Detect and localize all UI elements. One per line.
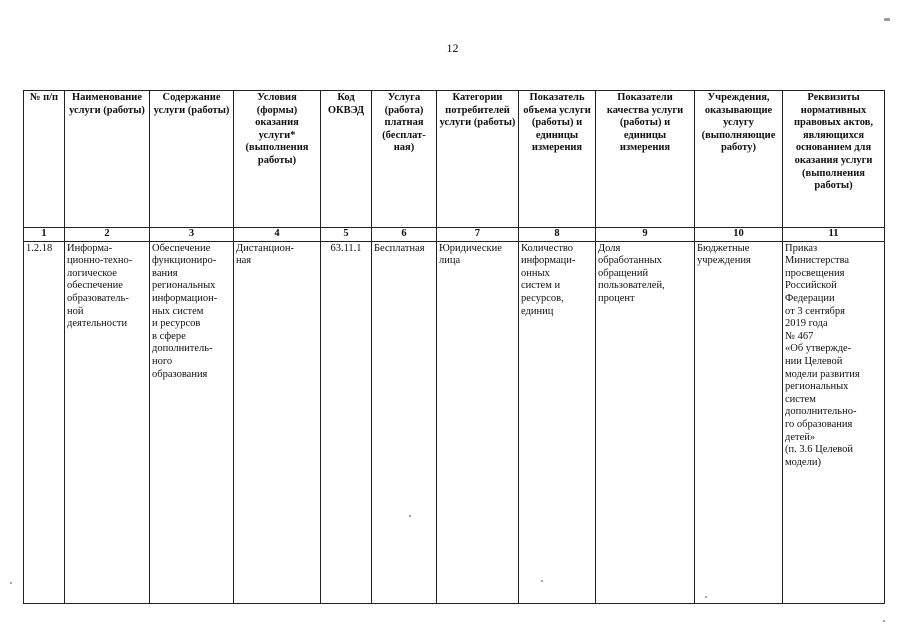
cell-quality-indicators: Доля обработанных обращений пользователей, процент (596, 241, 695, 603)
header-paid: Услуга (работа) платная (бесплат-ная) (372, 91, 437, 228)
services-table (23, 90, 885, 604)
header-quality-indicators: Показатели качества услуги (работы) и единицы измерения (596, 91, 695, 228)
column-index: 4 (234, 228, 321, 242)
cell-service-content: Обеспечение функциониро- вания региональных информацион- ных систем и ресурсов в сфере дополнитель- ного образования (150, 241, 234, 603)
header-service-name: Наименование услуги (работы) (65, 91, 150, 228)
cell-institutions: Бюджетные учреждения (695, 241, 783, 603)
header-service-content: Содержание услуги (работы) (150, 91, 234, 228)
cell-conditions: Дистанцион- ная (234, 241, 321, 603)
column-index: 3 (150, 228, 234, 242)
cell-service-name: Информа- ционно-техно- логическое обеспечение образователь- ной деятельности (65, 241, 150, 603)
header-okved: Код ОКВЭД (321, 91, 372, 228)
cell-legal-basis: Приказ Министерства просвещения Российской Федерации от 3 сентября 2019 года № 467 «Об утвержде- нии Целевой модели развития региональных систем дополнительно- го образования детей» (п. 3.6 Целевой модели) (783, 241, 885, 603)
table-row (24, 241, 885, 603)
cell-consumers: Юридические лица (437, 241, 519, 603)
header-row (24, 91, 885, 228)
cell-okved: 63.11.1 (321, 241, 372, 603)
header-consumers: Категории потребителей услуги (работы) (437, 91, 519, 228)
scan-speck (705, 596, 707, 598)
column-index: 6 (372, 228, 437, 242)
header-conditions: Условия (формы) оказания услуги* (выполнения работы) (234, 91, 321, 228)
column-index: 2 (65, 228, 150, 242)
cell-volume-indicator: Количество информаци- онных систем и ресурсов, единиц (519, 241, 596, 603)
column-index: 11 (783, 228, 885, 242)
header-volume-indicator: Показатель объема услуги (работы) и единицы измерения (519, 91, 596, 228)
scan-speck (409, 515, 411, 517)
column-index: 9 (596, 228, 695, 242)
column-index-row (24, 228, 885, 242)
page-number: 12 (446, 41, 459, 55)
scan-speck (883, 620, 885, 622)
column-index: 5 (321, 228, 372, 242)
scan-speck (541, 580, 543, 582)
column-index: 7 (437, 228, 519, 242)
scan-speck (10, 582, 12, 584)
header-institutions: Учреждения, оказывающие услугу (выполняющие работу) (695, 91, 783, 228)
column-index: 1 (24, 228, 65, 242)
column-index: 10 (695, 228, 783, 242)
header-legal-basis: Реквизиты нормативных правовых актов, являющихся основанием для оказания услуги (выполнения работы) (783, 91, 885, 228)
header-number: № п/п (24, 91, 65, 228)
scan-speck (884, 18, 890, 21)
column-index: 8 (519, 228, 596, 242)
cell-number: 1.2.18 (24, 241, 65, 603)
cell-paid: Бесплатная (372, 241, 437, 603)
